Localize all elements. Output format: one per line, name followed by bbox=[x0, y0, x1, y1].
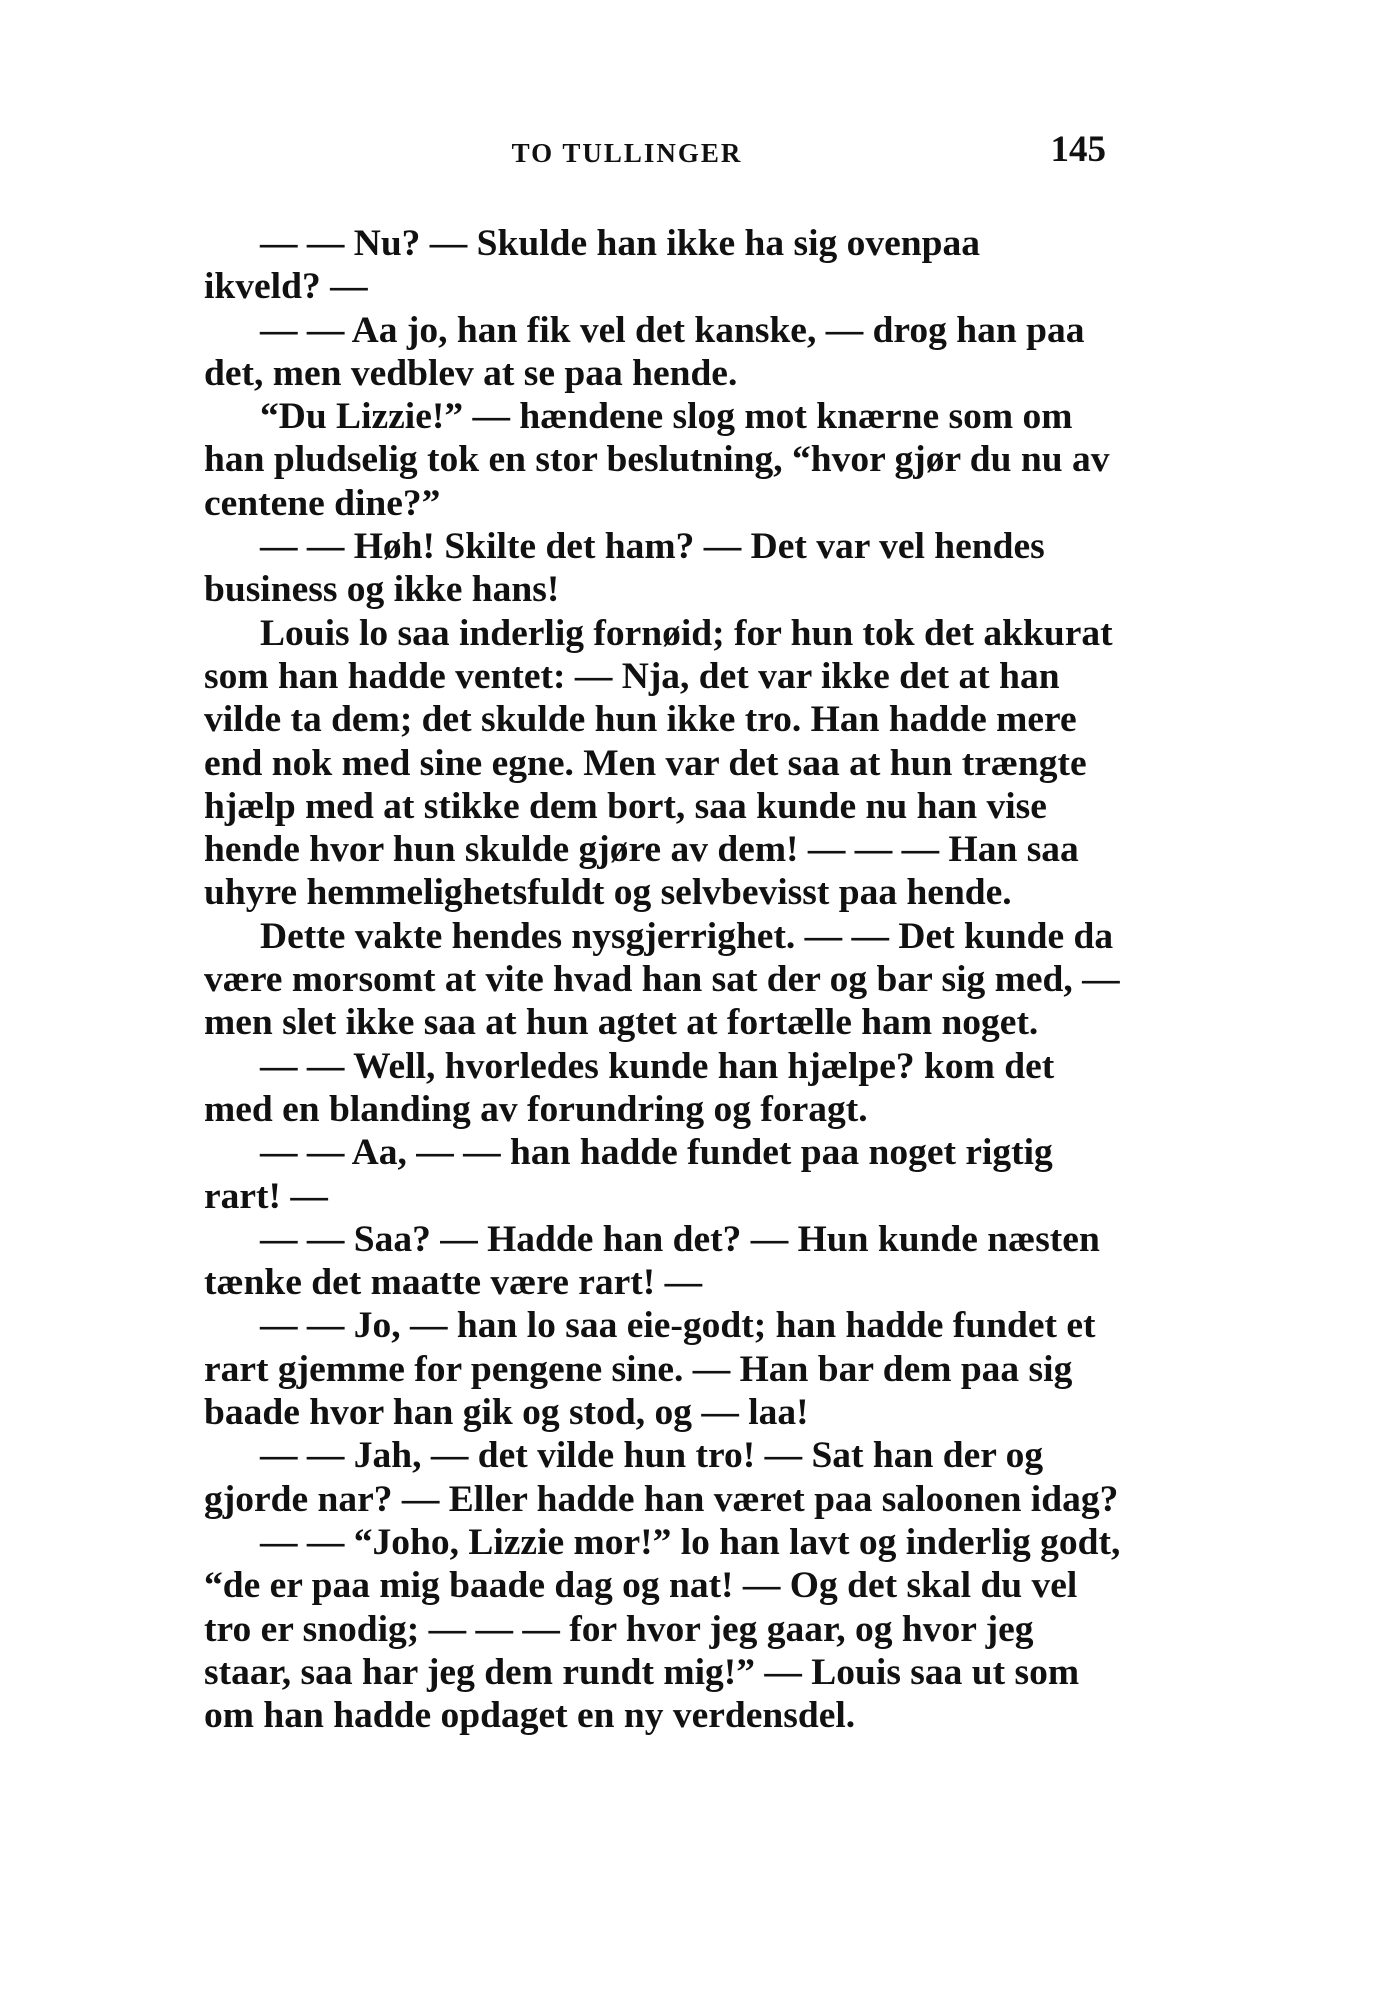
text-line: rart! — bbox=[204, 1175, 328, 1217]
text-line: uhyre hemmelighetsfuldt og selvbevisst paa hende. bbox=[204, 872, 1012, 914]
body-text bbox=[148, 222, 1121, 1737]
text-line: business og ikke hans! bbox=[204, 569, 560, 611]
text-line: — — Aa jo, han fik vel det kanske, — drog han paa bbox=[260, 309, 1085, 351]
paragraph bbox=[148, 1434, 1119, 1521]
paragraph bbox=[148, 1045, 1106, 1132]
paragraph bbox=[148, 915, 1120, 1045]
running-head bbox=[148, 128, 1106, 168]
text-line: end nok med sine egne. Men var det saa at hun trængte bbox=[204, 742, 1087, 784]
text-line: vilde ta dem; det skulde hun ikke tro. Han hadde mere bbox=[204, 699, 1077, 741]
text-line: men slet ikke saa at hun agtet at fortælle ham noget. bbox=[204, 1002, 1039, 1044]
paragraph bbox=[148, 395, 1110, 525]
text-line: — — Well, hvorledes kunde han hjælpe? kom det bbox=[260, 1045, 1055, 1087]
text-line: tænke det maatte være rart! — bbox=[204, 1262, 703, 1304]
text-line: gjorde nar? — Eller hadde han været paa saloonen idag? bbox=[204, 1478, 1119, 1520]
text-line: baade hvor han gik og stod, og — laa! bbox=[204, 1392, 809, 1434]
text-line: “Du Lizzie!” — hændene slog mot knærne som om bbox=[260, 396, 1073, 438]
text-line: han pludselig tok en stor beslutning, “hvor gjør du nu av bbox=[204, 439, 1110, 481]
text-line: centene dine?” bbox=[204, 482, 441, 524]
text-line: — — Jah, — det vilde hun tro! — Sat han der og bbox=[260, 1435, 1044, 1477]
text-line: hjælp med at stikke dem bort, saa kunde nu han vise bbox=[204, 785, 1047, 827]
paragraph bbox=[148, 1218, 1106, 1305]
paragraph bbox=[148, 525, 1106, 612]
text-line: rart gjemme for pengene sine. — Han bar dem paa sig bbox=[204, 1348, 1073, 1390]
paragraph bbox=[148, 222, 1106, 309]
paragraph bbox=[148, 1521, 1121, 1737]
paragraph bbox=[148, 1304, 1106, 1434]
text-line: — — “Joho, Lizzie mor!” lo han lavt og inderlig godt, bbox=[260, 1521, 1121, 1563]
paragraph bbox=[148, 309, 1106, 396]
text-line: tro er snodig; — — — for hvor jeg gaar, og hvor jeg bbox=[204, 1608, 1034, 1650]
text-line: om han hadde opdaget en ny verdensdel. bbox=[204, 1695, 856, 1737]
paragraph bbox=[148, 612, 1113, 915]
page-number: 145 bbox=[1050, 129, 1106, 170]
text-line: — — Saa? — Hadde han det? — Hun kunde næsten bbox=[260, 1218, 1100, 1260]
text-line: — — Aa, — — han hadde fundet paa noget rigtig bbox=[260, 1132, 1053, 1174]
running-title: TO TULLINGER bbox=[511, 138, 743, 168]
text-line: som han hadde ventet: — Nja, det var ikke det at han bbox=[204, 655, 1060, 697]
text-line: Dette vakte hendes nysgjerrighet. — — Det kunde da bbox=[260, 915, 1114, 957]
text-line: “de er paa mig baade dag og nat! — Og det skal du vel bbox=[204, 1565, 1078, 1607]
text-line: — — Nu? — Skulde han ikke ha sig ovenpaa bbox=[260, 223, 981, 264]
text-line: — — Høh! Skilte det ham? — Det var vel hendes bbox=[260, 526, 1045, 568]
text-line: ikveld? — bbox=[204, 266, 368, 308]
text-line: staar, saa har jeg dem rundt mig!” — Louis saa ut som bbox=[204, 1651, 1080, 1693]
text-line: med en blanding av forundring og foragt. bbox=[204, 1088, 868, 1130]
text-line: — — Jo, — han lo saa eie-godt; han hadde fundet et bbox=[260, 1305, 1096, 1347]
text-line: det, men vedblev at se paa hende. bbox=[204, 352, 738, 394]
paragraph bbox=[148, 1131, 1106, 1218]
text-line: være morsomt at vite hvad han sat der og bar sig med, — bbox=[204, 959, 1120, 1001]
text-line: Louis lo saa inderlig fornøid; for hun tok det akkurat bbox=[260, 612, 1113, 654]
text-line: hende hvor hun skulde gjøre av dem! — — — Han saa bbox=[204, 829, 1079, 871]
